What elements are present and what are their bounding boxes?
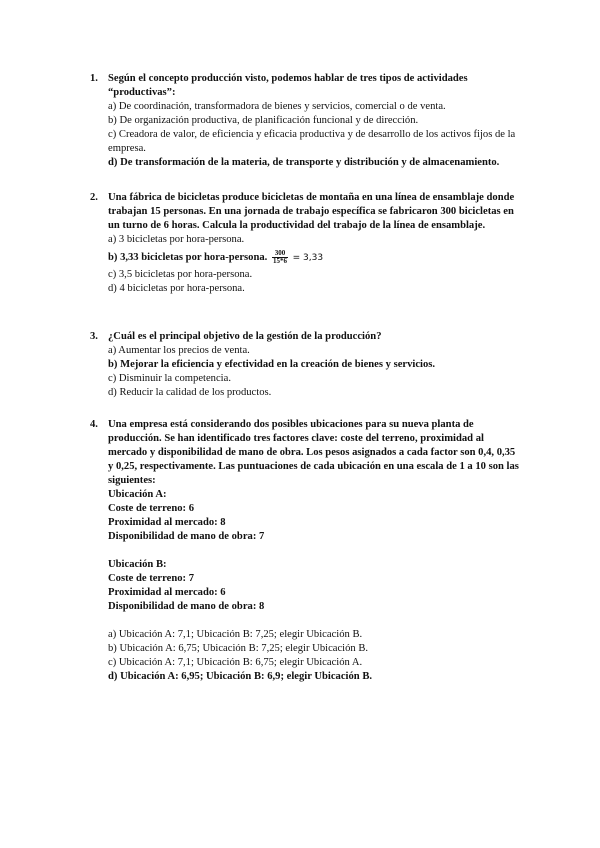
question-number: 4.	[90, 419, 98, 430]
location-b-labor: Disponibilidad de mano de obra: 8	[108, 601, 265, 612]
option-a: a) De coordinación, transformadora de bienes y servicios, comercial o de venta.	[108, 101, 446, 112]
question-stem: ¿Cuál es el principal objetivo de la gestión de la producción?	[108, 331, 382, 342]
option-c: c) Creadora de valor, de eficiencia y eficacia productiva y de desarrollo de los activos fijos de la empresa.	[108, 129, 516, 154]
question-1	[90, 72, 520, 170]
option-d-correct: d) Ubicación A: 6,95; Ubicación B: 6,9; elegir Ubicación B.	[108, 671, 373, 682]
location-b-proximity: Proximidad al mercado: 6	[108, 587, 226, 598]
option-b: b) Ubicación A: 6,75; Ubicación B: 7,25; elegir Ubicación B.	[108, 643, 369, 654]
spacer	[108, 614, 520, 628]
location-b-cost: Coste de terreno: 7	[108, 573, 194, 584]
question-number: 2.	[90, 192, 98, 203]
fraction-denominator: 15*6	[272, 257, 287, 265]
option-c: c) Ubicación A: 7,1; Ubicación B: 6,75; elegir Ubicación A.	[108, 657, 363, 668]
option-c: c) 3,5 bicicletas por hora-persona.	[108, 269, 253, 280]
location-b-title: Ubicación B:	[108, 559, 167, 570]
option-d: d) Reducir la calidad de los productos.	[108, 387, 272, 398]
location-a-title: Ubicación A:	[108, 489, 167, 500]
option-a: a) Aumentar los precios de venta.	[108, 345, 250, 356]
option-d: d) 4 bicicletas por hora-persona.	[108, 283, 245, 294]
option-a: a) Ubicación A: 7,1; Ubicación B: 7,25; elegir Ubicación B.	[108, 629, 363, 640]
formula-result: = 3,33	[292, 252, 324, 263]
fraction-numerator: 300	[272, 250, 288, 258]
option-a: a) 3 bicicletas por hora-persona.	[108, 234, 245, 245]
location-a-cost: Coste de terreno: 6	[108, 503, 194, 514]
option-c: c) Disminuir la competencia.	[108, 373, 231, 384]
question-number: 1.	[90, 73, 98, 84]
option-d-correct: d) De transformación de la materia, de transporte y distribución y de almacenamiento.	[108, 157, 500, 168]
question-2	[90, 191, 520, 296]
question-number: 3.	[90, 331, 98, 342]
location-a-proximity: Proximidad al mercado: 8	[108, 517, 226, 528]
location-a-labor: Disponibilidad de mano de obra: 7	[108, 531, 265, 542]
option-b-correct: b) Mejorar la eficiencia y efectividad en la creación de bienes y servicios.	[108, 359, 436, 370]
option-b: b) De organización productiva, de planificación funcional y de dirección.	[108, 115, 419, 126]
question-4	[90, 418, 520, 684]
question-stem: Una empresa está considerando dos posibles ubicaciones para su nueva planta de producción. Se han identificado tres factores clave: coste del terreno, proximidad al mercado y disponibilidad de mano de obra. Los pesos asignados a cada factor son 0,4, 0,35 y 0,25, respectivamente. Las puntuaciones de cada ubicación en una escala de 1 a 10 son las siguientes:	[108, 419, 519, 486]
productivity-fraction	[272, 250, 288, 265]
question-stem: Según el concepto producción visto, podemos hablar de tres tipos de actividades “productivas”:	[108, 73, 468, 98]
option-b-text: b) 3,33 bicicletas por hora-persona.	[108, 251, 268, 263]
spacer	[108, 544, 520, 558]
question-3	[90, 330, 520, 400]
option-b-correct	[108, 250, 520, 265]
question-stem: Una fábrica de bicicletas produce bicicletas de montaña en una línea de ensamblaje donde trabajan 15 personas. En una jornada de trabajo específica se fabricaron 300 bicicletas en un turno de 6 horas. Calcula la productividad del trabajo de la línea de ensamblaje.	[108, 192, 515, 231]
